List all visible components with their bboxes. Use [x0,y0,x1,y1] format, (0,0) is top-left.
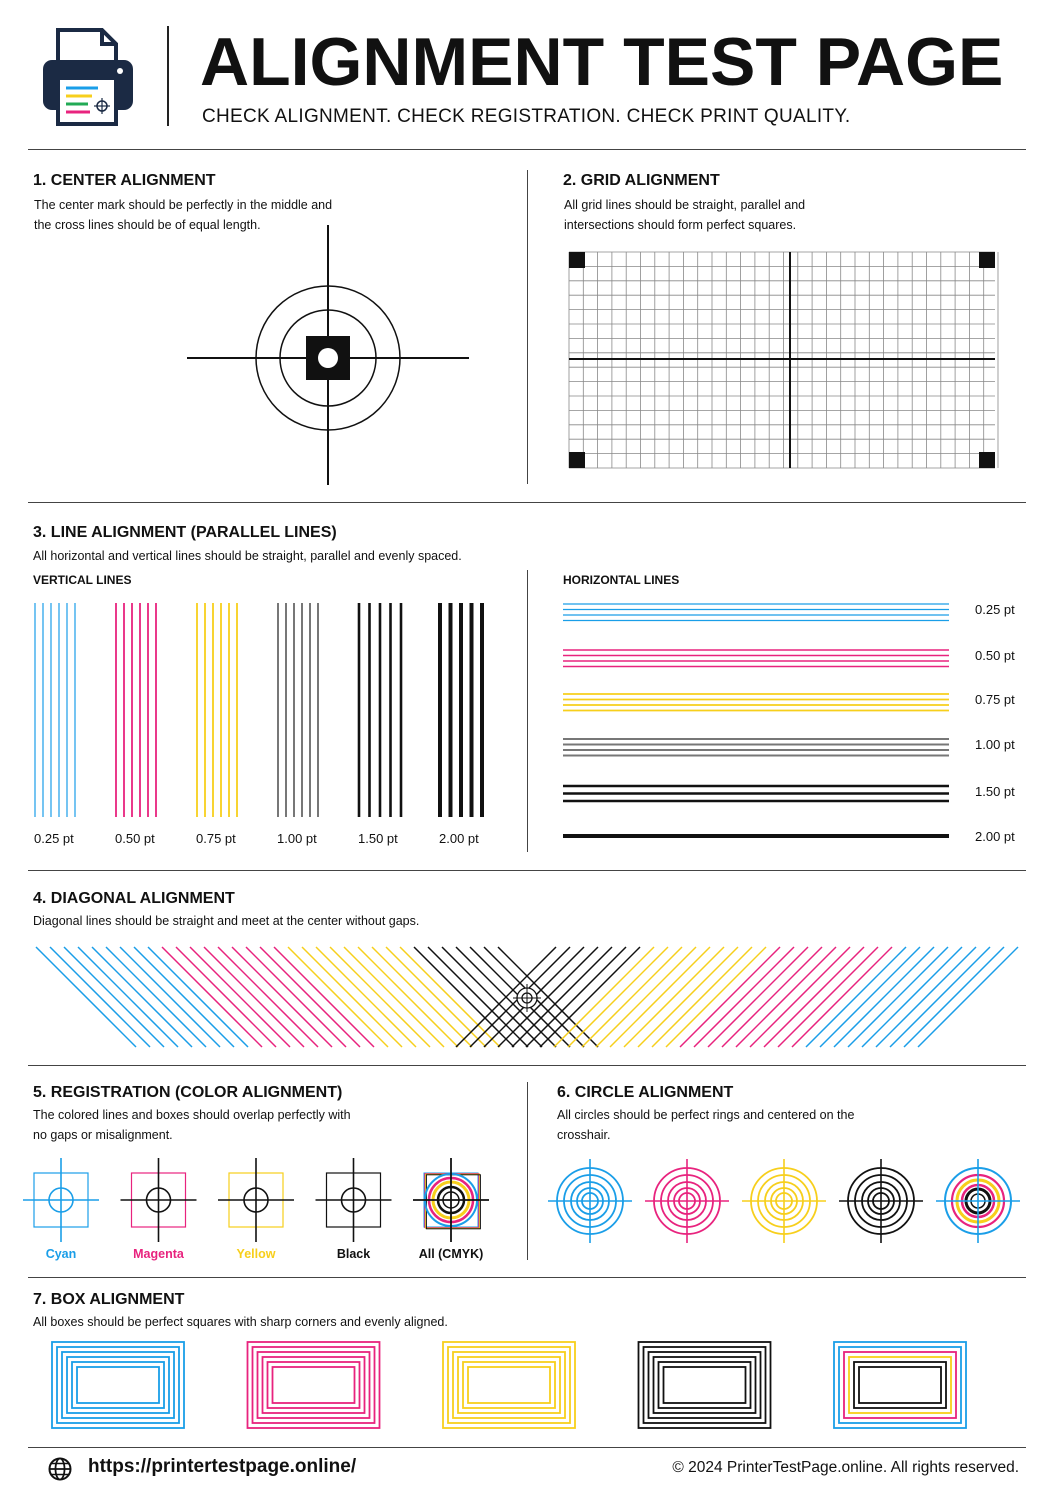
globe-icon [48,1457,72,1481]
horizontal-line-weight-label: 0.25 pt [975,602,1015,617]
section-title-lines: 3. LINE ALIGNMENT (PARALLEL LINES) [33,524,337,541]
registration-label: Yellow [236,1247,276,1261]
box-pattern [443,1342,575,1428]
vertical-line-weight-label: 1.50 pt [358,831,398,846]
registration-label: All (CMYK) [418,1247,484,1261]
vertical-line-weight-label: 0.25 pt [34,831,74,846]
vertical-lines-label: VERTICAL LINES [33,573,132,587]
box-pattern [52,1342,184,1428]
section-desc-registration: The colored lines and boxes should overlap perfectly with no gaps or misalignment. [33,1108,351,1142]
vertical-line-weight-label: 2.00 pt [439,831,479,846]
section-title-circle: 6. CIRCLE ALIGNMENT [557,1084,734,1101]
section-title-box: 7. BOX ALIGNMENT [33,1291,185,1308]
section-title-registration: 5. REGISTRATION (COLOR ALIGNMENT) [33,1084,343,1101]
box-pattern [639,1342,771,1428]
horizontal-lines-label: HORIZONTAL LINES [563,573,680,587]
section-desc-center: The center mark should be perfectly in the middle and the cross lines should be of equal length. [34,198,333,232]
registration-label: Magenta [133,1247,184,1261]
page-title: ALIGNMENT TEST PAGE [200,24,1004,100]
horizontal-line-weight-label: 1.50 pt [975,784,1015,799]
vertical-line-weight-label: 0.75 pt [196,831,236,846]
registration-label: Cyan [45,1247,77,1261]
section-title-center: 1. CENTER ALIGNMENT [33,172,216,189]
section-desc-box: All boxes should be perfect squares with sharp corners and evenly aligned. [33,1315,448,1329]
footer-url-link[interactable]: https://printertestpage.online/ [88,1456,357,1477]
horizontal-line-weight-label: 0.75 pt [975,692,1015,707]
section-desc-grid: All grid lines should be straight, parallel and intersections should form perfect squares. [564,198,806,232]
section-desc-lines: All horizontal and vertical lines should be straight, parallel and evenly spaced. [33,549,462,563]
box-pattern [248,1342,380,1428]
horizontal-line-weight-label: 2.00 pt [975,829,1015,844]
registration-label: Black [336,1247,371,1261]
box-pattern [834,1342,966,1428]
horizontal-line-weight-label: 1.00 pt [975,737,1015,752]
section-title-grid: 2. GRID ALIGNMENT [563,172,720,189]
section-desc-diagonal: Diagonal lines should be straight and meet at the center without gaps. [33,914,420,928]
vertical-line-weight-label: 1.00 pt [277,831,317,846]
section-desc-circle: All circles should be perfect rings and centered on the crosshair. [557,1108,855,1142]
footer-rule [28,1447,1026,1448]
footer-copyright: © 2024 PrinterTestPage.online. All rights reserved. [672,1459,1019,1476]
page-subtitle: CHECK ALIGNMENT. CHECK REGISTRATION. CHECK PRINT QUALITY. [202,106,851,127]
vertical-line-weight-label: 0.50 pt [115,831,155,846]
horizontal-line-weight-label: 0.50 pt [975,648,1015,663]
section-title-diagonal: 4. DIAGONAL ALIGNMENT [33,890,235,907]
